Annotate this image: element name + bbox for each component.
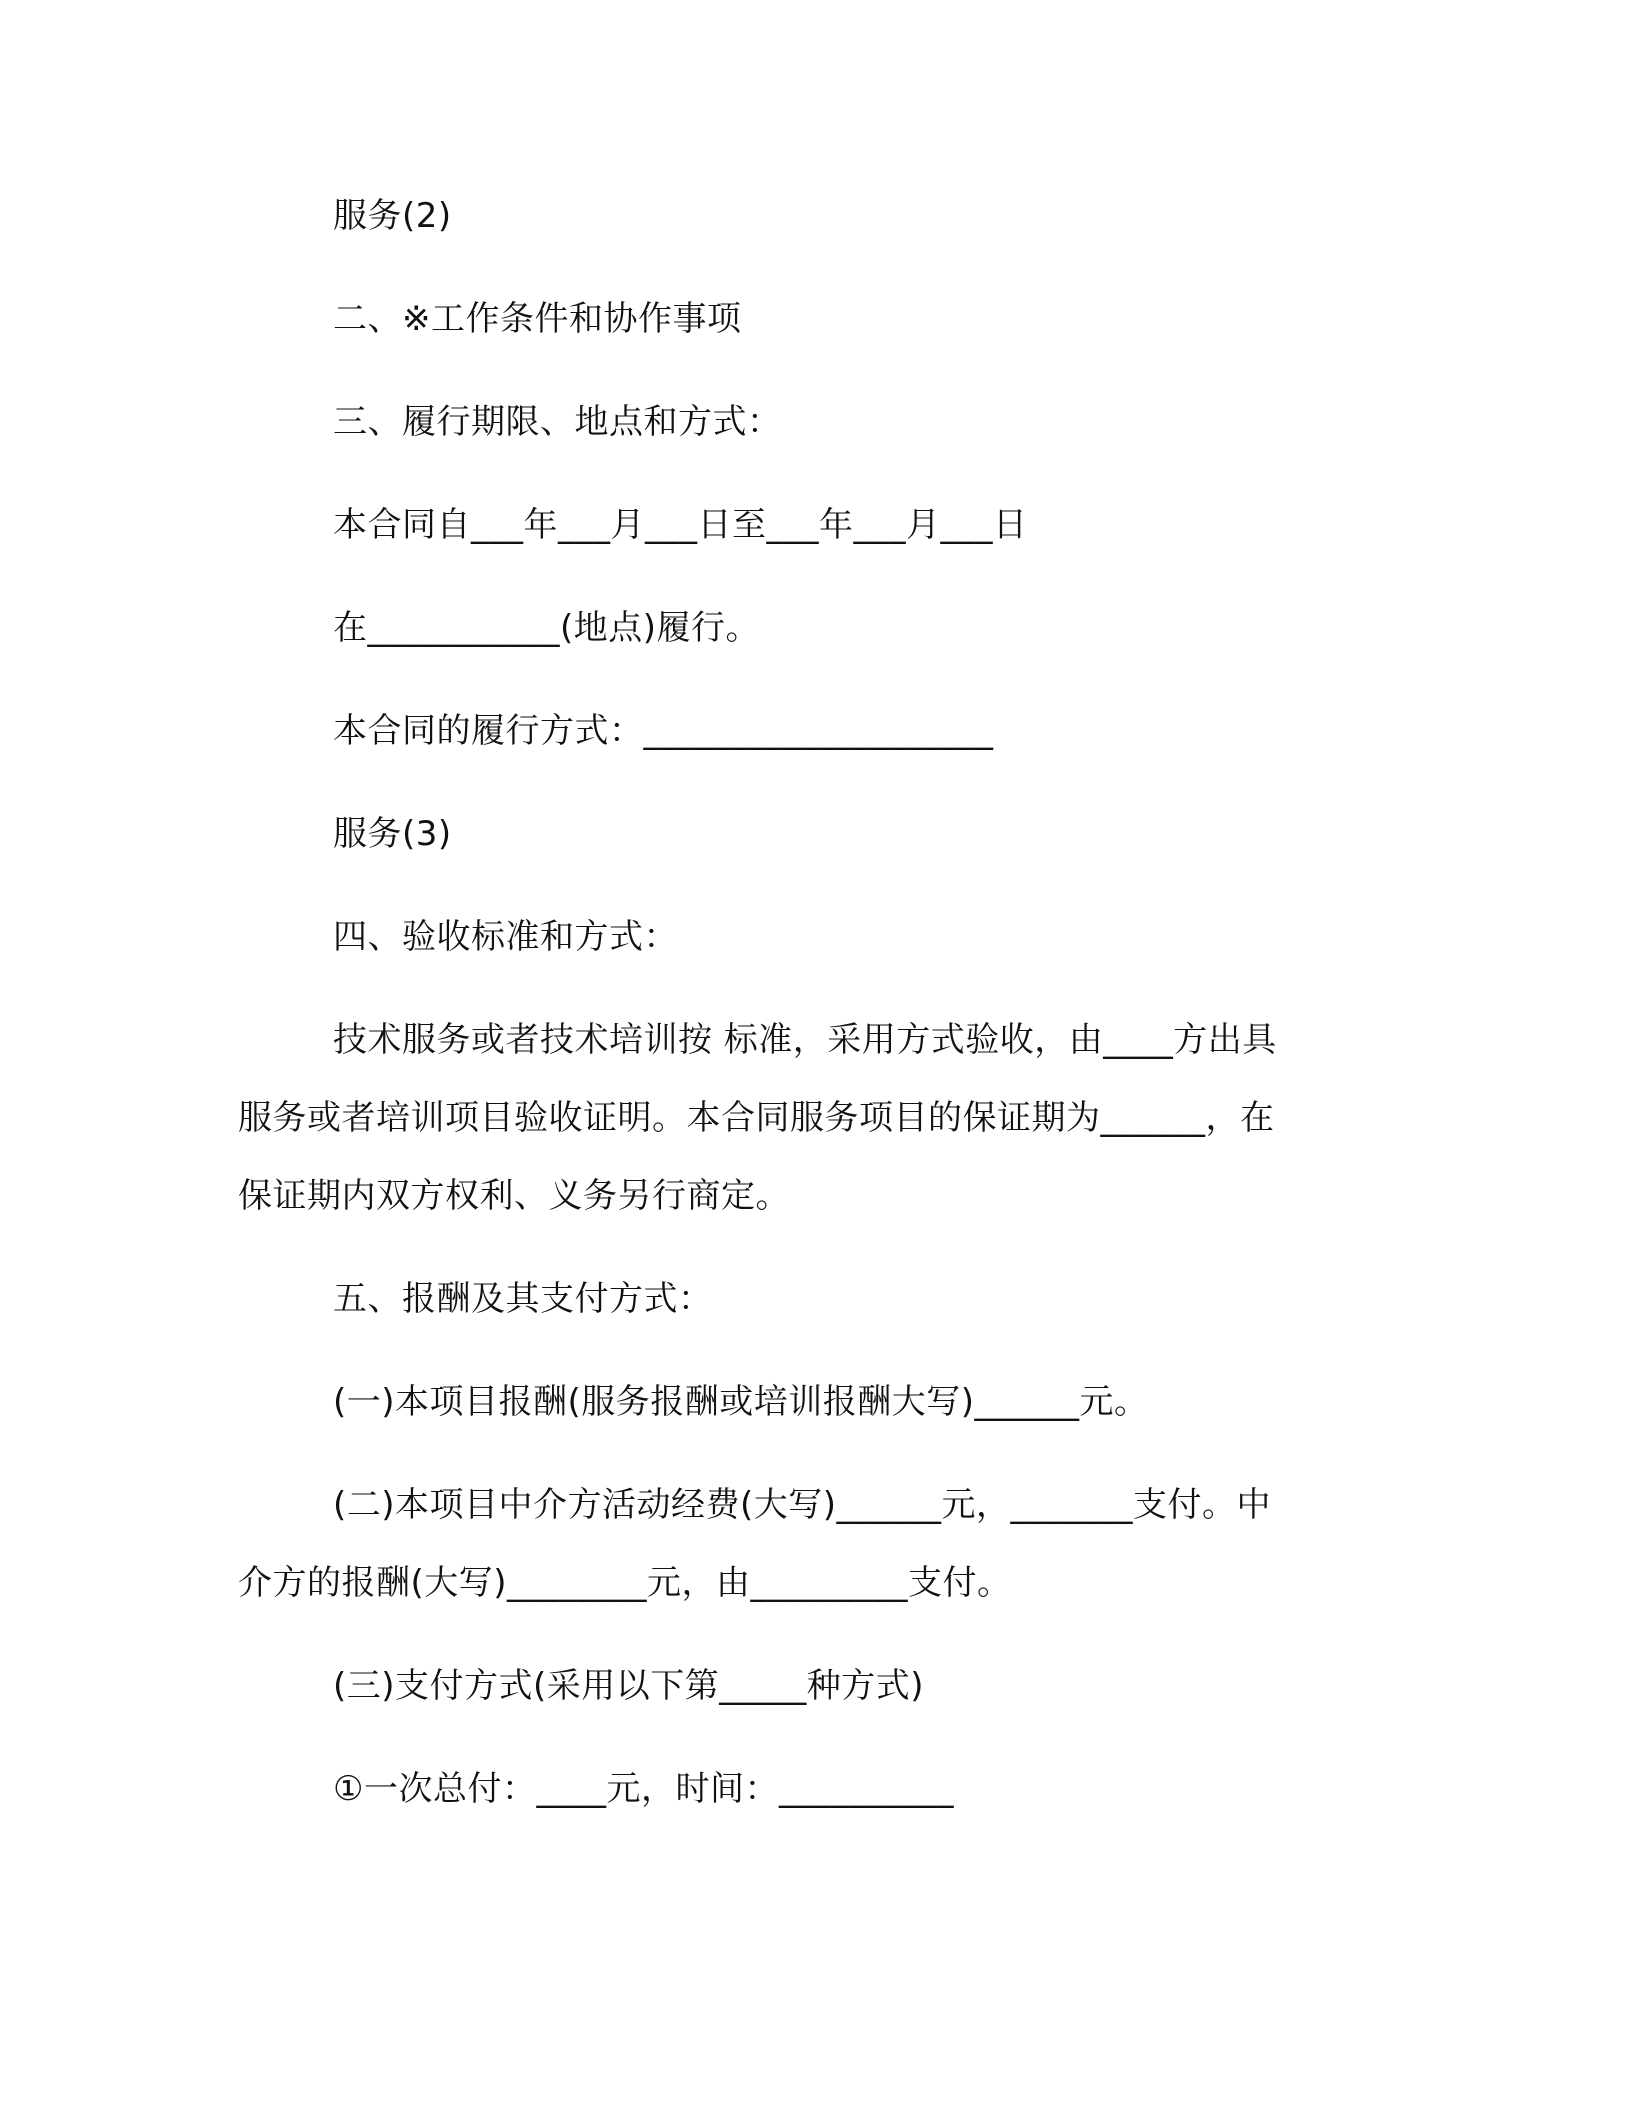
acceptance-paragraph-line-3: 保证期内双方权利、义务另行商定。 — [238, 1176, 790, 1216]
section-heading-service-3: 服务(3) — [333, 814, 452, 854]
remuneration-item-1: (一)本项目报酬(服务报酬或培训报酬大写)______元。 — [333, 1382, 1149, 1422]
performance-method-line: 本合同的履行方式：____________________ — [333, 711, 994, 751]
section-heading-service-2: 服务(2) — [333, 196, 452, 236]
remuneration-item-2-line-1: (二)本项目中介方活动经费(大写)______元，_______支付。中 — [333, 1485, 1272, 1525]
clause-heading-4: 四、验收标准和方式： — [333, 917, 678, 957]
clause-heading-2: 二、※工作条件和协作事项 — [333, 299, 742, 339]
payment-method-heading: (三)支付方式(采用以下第_____种方式) — [333, 1666, 925, 1706]
acceptance-paragraph-line-1: 技术服务或者技术培训按 标准，采用方式验收，由____方出具 — [333, 1020, 1277, 1060]
contract-period-line: 本合同自___年___月___日至___年___月___日 — [333, 505, 1028, 545]
clause-heading-5: 五、报酬及其支付方式： — [333, 1279, 713, 1319]
clause-heading-3: 三、履行期限、地点和方式： — [333, 402, 782, 442]
acceptance-paragraph-line-2: 服务或者培训项目验收证明。本合同服务项目的保证期为______，在 — [238, 1098, 1275, 1138]
payment-option-1: ①一次总付：____元，时间：__________ — [333, 1769, 954, 1809]
performance-location-line: 在___________(地点)履行。 — [333, 608, 761, 648]
remuneration-item-2-line-2: 介方的报酬(大写)________元，由_________支付。 — [238, 1563, 1012, 1603]
